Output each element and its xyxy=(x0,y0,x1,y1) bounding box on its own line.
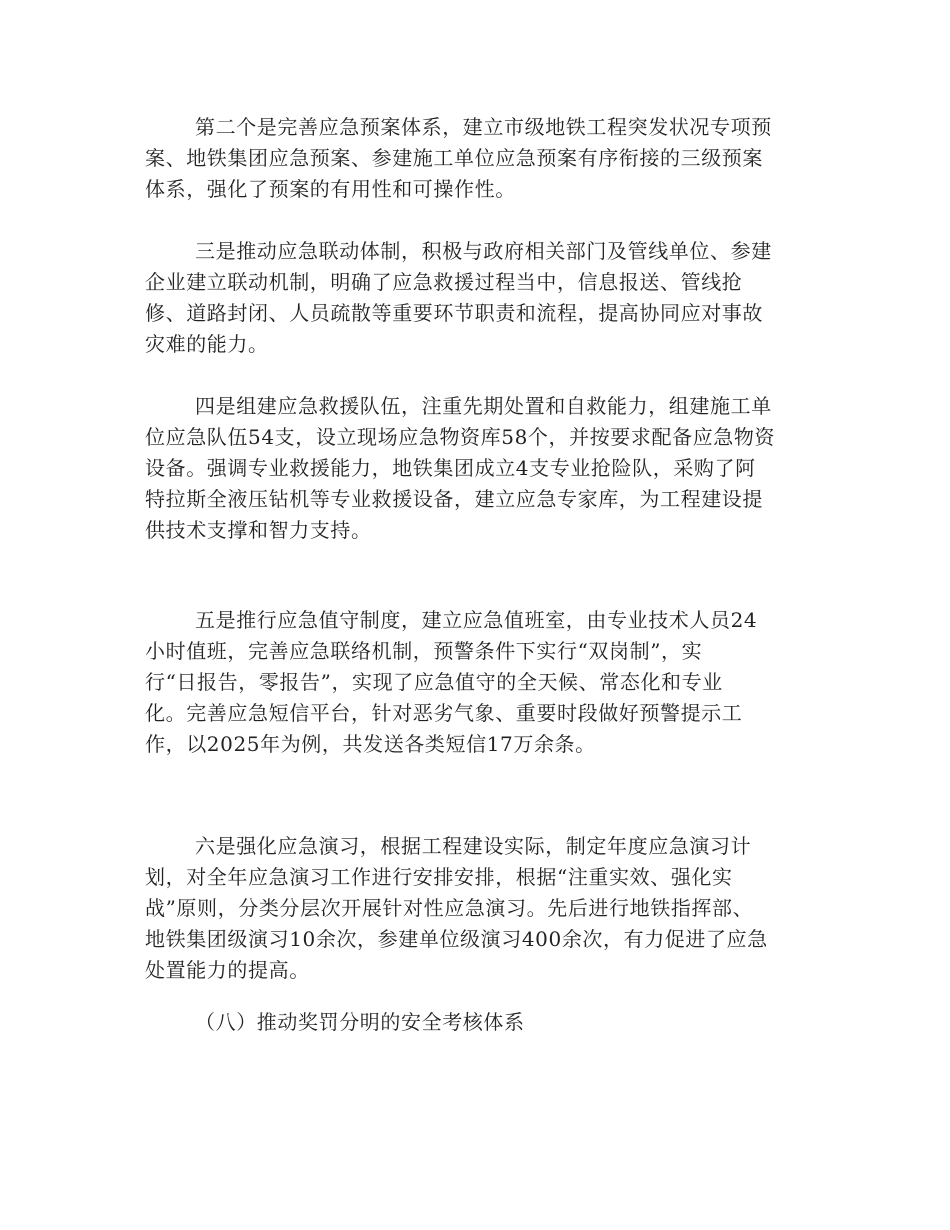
text-line: 四是组建应急救援队伍，注重先期处置和自救能力，组建施工单 xyxy=(195,394,772,418)
text-line: 供技术支撑和智力支持。 xyxy=(145,518,372,542)
paragraph-emergency-drills xyxy=(145,831,825,986)
text-line: 六是强化应急演习，根据工程建设实际，制定年度应急演习计 xyxy=(195,834,752,858)
text-line: 三是推动应急联动体制，积极与政府相关部门及管线单位、参建 xyxy=(195,239,772,263)
text-line: 战”原则，分类分层次开展针对性应急演习。先后进行地铁指挥部、 xyxy=(145,896,754,920)
text-line: 修、道路封闭、人员疏散等重要环节职责和流程，提高协同应对事故 xyxy=(145,301,763,325)
text-line: 行“日报告，零报告”，实现了应急值守的全天候、常态化和专业 xyxy=(145,670,723,694)
text-line: 设备。强调专业救援能力，地铁集团成立4支专业抢险队，采购了阿 xyxy=(145,456,756,480)
text-line: 特拉斯全液压钻机等专业救援设备，建立应急专家库，为工程建设提 xyxy=(145,487,763,511)
text-line: 第二个是完善应急预案体系，建立市级地铁工程突发状况专项预 xyxy=(195,115,772,139)
text-line: 地铁集团级演习10余次，参建单位级演习400余次，有力促进了应急 xyxy=(145,927,768,951)
paragraph-rescue-teams xyxy=(145,391,825,546)
text-line: 灾难的能力。 xyxy=(145,332,269,356)
paragraph-emergency-plan-system xyxy=(145,112,825,205)
text-line: 小时值班，完善应急联络机制，预警条件下实行“双岗制”，实 xyxy=(145,639,703,663)
text-line: 五是推行应急值守制度，建立应急值班室，由专业技术人员24 xyxy=(195,608,758,632)
text-line: 化。完善应急短信平台，针对恶劣气象、重要时段做好预警提示工 xyxy=(145,701,743,725)
text-line: 位应急队伍54支，设立现场应急物资库58个，并按要求配备应急物资 xyxy=(145,425,776,449)
section-heading xyxy=(145,1007,825,1038)
text-line: 企业建立联动机制，明确了应急救援过程当中，信息报送、管线抢 xyxy=(145,270,743,294)
paragraph-emergency-linkage xyxy=(145,236,825,360)
text-line: 处置能力的提高。 xyxy=(145,958,310,982)
text-line: 划，对全年应急演习工作进行安排安排，根据“注重实效、强化实 xyxy=(145,865,733,889)
section-heading-text: （八）推动奖罚分明的安全考核体系 xyxy=(195,1010,525,1034)
text-line: 案、地铁集团应急预案、参建施工单位应急预案有序衔接的三级预案 xyxy=(145,146,763,170)
paragraph-duty-system xyxy=(145,605,825,760)
text-line: 作，以2025年为例，共发送各类短信17万余条。 xyxy=(145,732,596,756)
text-line: 体系，强化了预案的有用性和可操作性。 xyxy=(145,177,516,201)
